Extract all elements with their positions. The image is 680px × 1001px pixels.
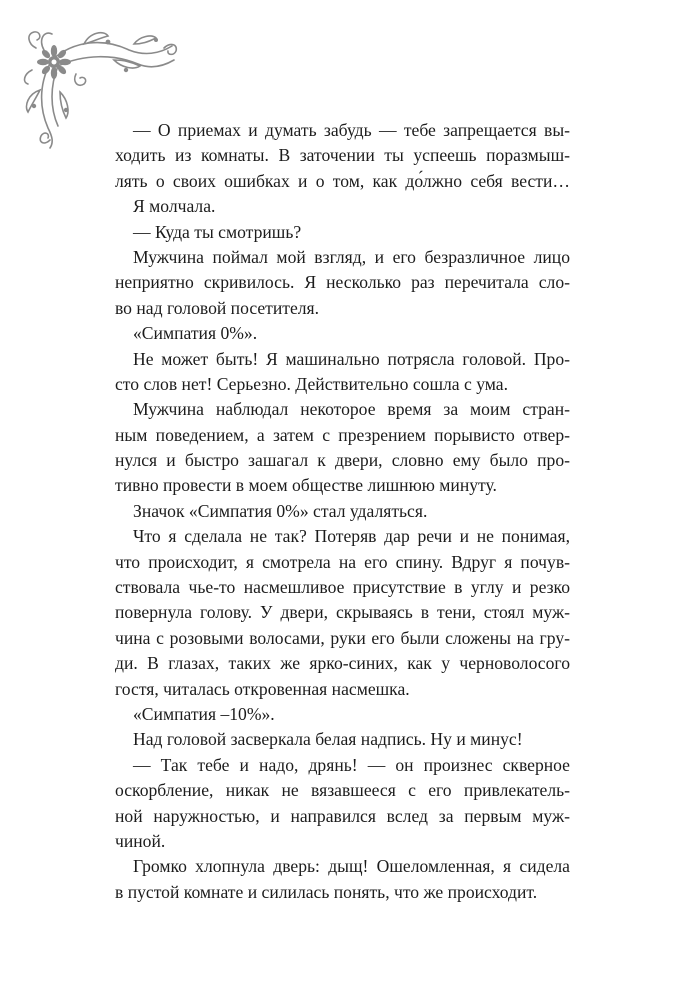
text-line: Я молчала.: [133, 196, 216, 217]
text-line: лять о своих ошибках и о том, как до́лжно себя вести…: [115, 170, 570, 191]
text-line: Мужчина поймал мой взгляд, и его безразличное лицо: [133, 246, 570, 267]
text-line: Не может быть! Я машинально потрясла головой. Про-: [133, 348, 570, 369]
text-line: ди. В глазах, таких же ярко-синих, как у черноволосого: [115, 653, 570, 674]
text-line: в пустой комнате и силилась понять, что же происходит.: [115, 881, 538, 902]
text-line: тивно провести в моем обществе лишнюю минуту.: [115, 475, 497, 496]
text-line: оскорбление, никак не вязавшееся с его привлекатель-: [115, 780, 570, 801]
text-line: — Так тебе и надо, дрянь! — он произнес скверное: [133, 754, 570, 775]
text-line: неприятно скривилось. Я несколько раз перечитала сло-: [115, 272, 570, 293]
text-line: сто слов нет! Серьезно. Действительно сошла с ума.: [115, 373, 508, 394]
text-line: Что я сделала не так? Потеряв дар речи и не понимая,: [133, 526, 570, 547]
text-line: Мужчина наблюдал некоторое время за моим стран-: [133, 399, 570, 420]
text-line: во над головой посетителя.: [115, 297, 320, 318]
book-page-text: [115, 118, 570, 905]
text-line: ствовала чье-то насмешливое присутствие в углу и резко: [115, 577, 570, 598]
text-line: что происходит, я смотрела на его спину. Вдруг я почув-: [115, 551, 570, 572]
text-line: ным поведением, а затем с презрением порывисто отвер-: [115, 424, 570, 445]
text-line: Громко хлопнула дверь: дыщ! Ошеломленная, я сидела: [133, 856, 570, 877]
text-line: «Симпатия –10%».: [133, 703, 275, 724]
text-line: Значок «Симпатия 0%» стал удаляться.: [133, 500, 428, 521]
text-line: ной наружностью, и направился вслед за первым муж-: [115, 805, 570, 826]
text-line: повернула голову. У двери, скрываясь в тени, стоял муж-: [115, 602, 570, 623]
text-line: Над головой засверкала белая надпись. Ну и минус!: [133, 729, 523, 750]
text-line: «Симпатия 0%».: [133, 323, 258, 344]
text-line: чина с розовыми волосами, руки его были сложены на гру-: [115, 627, 570, 648]
text-line: гостя, читалась откровенная насмешка.: [115, 678, 410, 699]
text-line: чиной.: [115, 830, 166, 851]
text-line: — Куда ты смотришь?: [133, 221, 302, 242]
text-line: ходить из комнаты. В заточении ты успеешь поразмыш-: [115, 145, 570, 166]
text-line: — О приемах и думать забудь — тебе запрещается вы-: [133, 120, 570, 140]
text-line: нулся и быстро зашагал к двери, словно ему было про-: [115, 450, 570, 471]
